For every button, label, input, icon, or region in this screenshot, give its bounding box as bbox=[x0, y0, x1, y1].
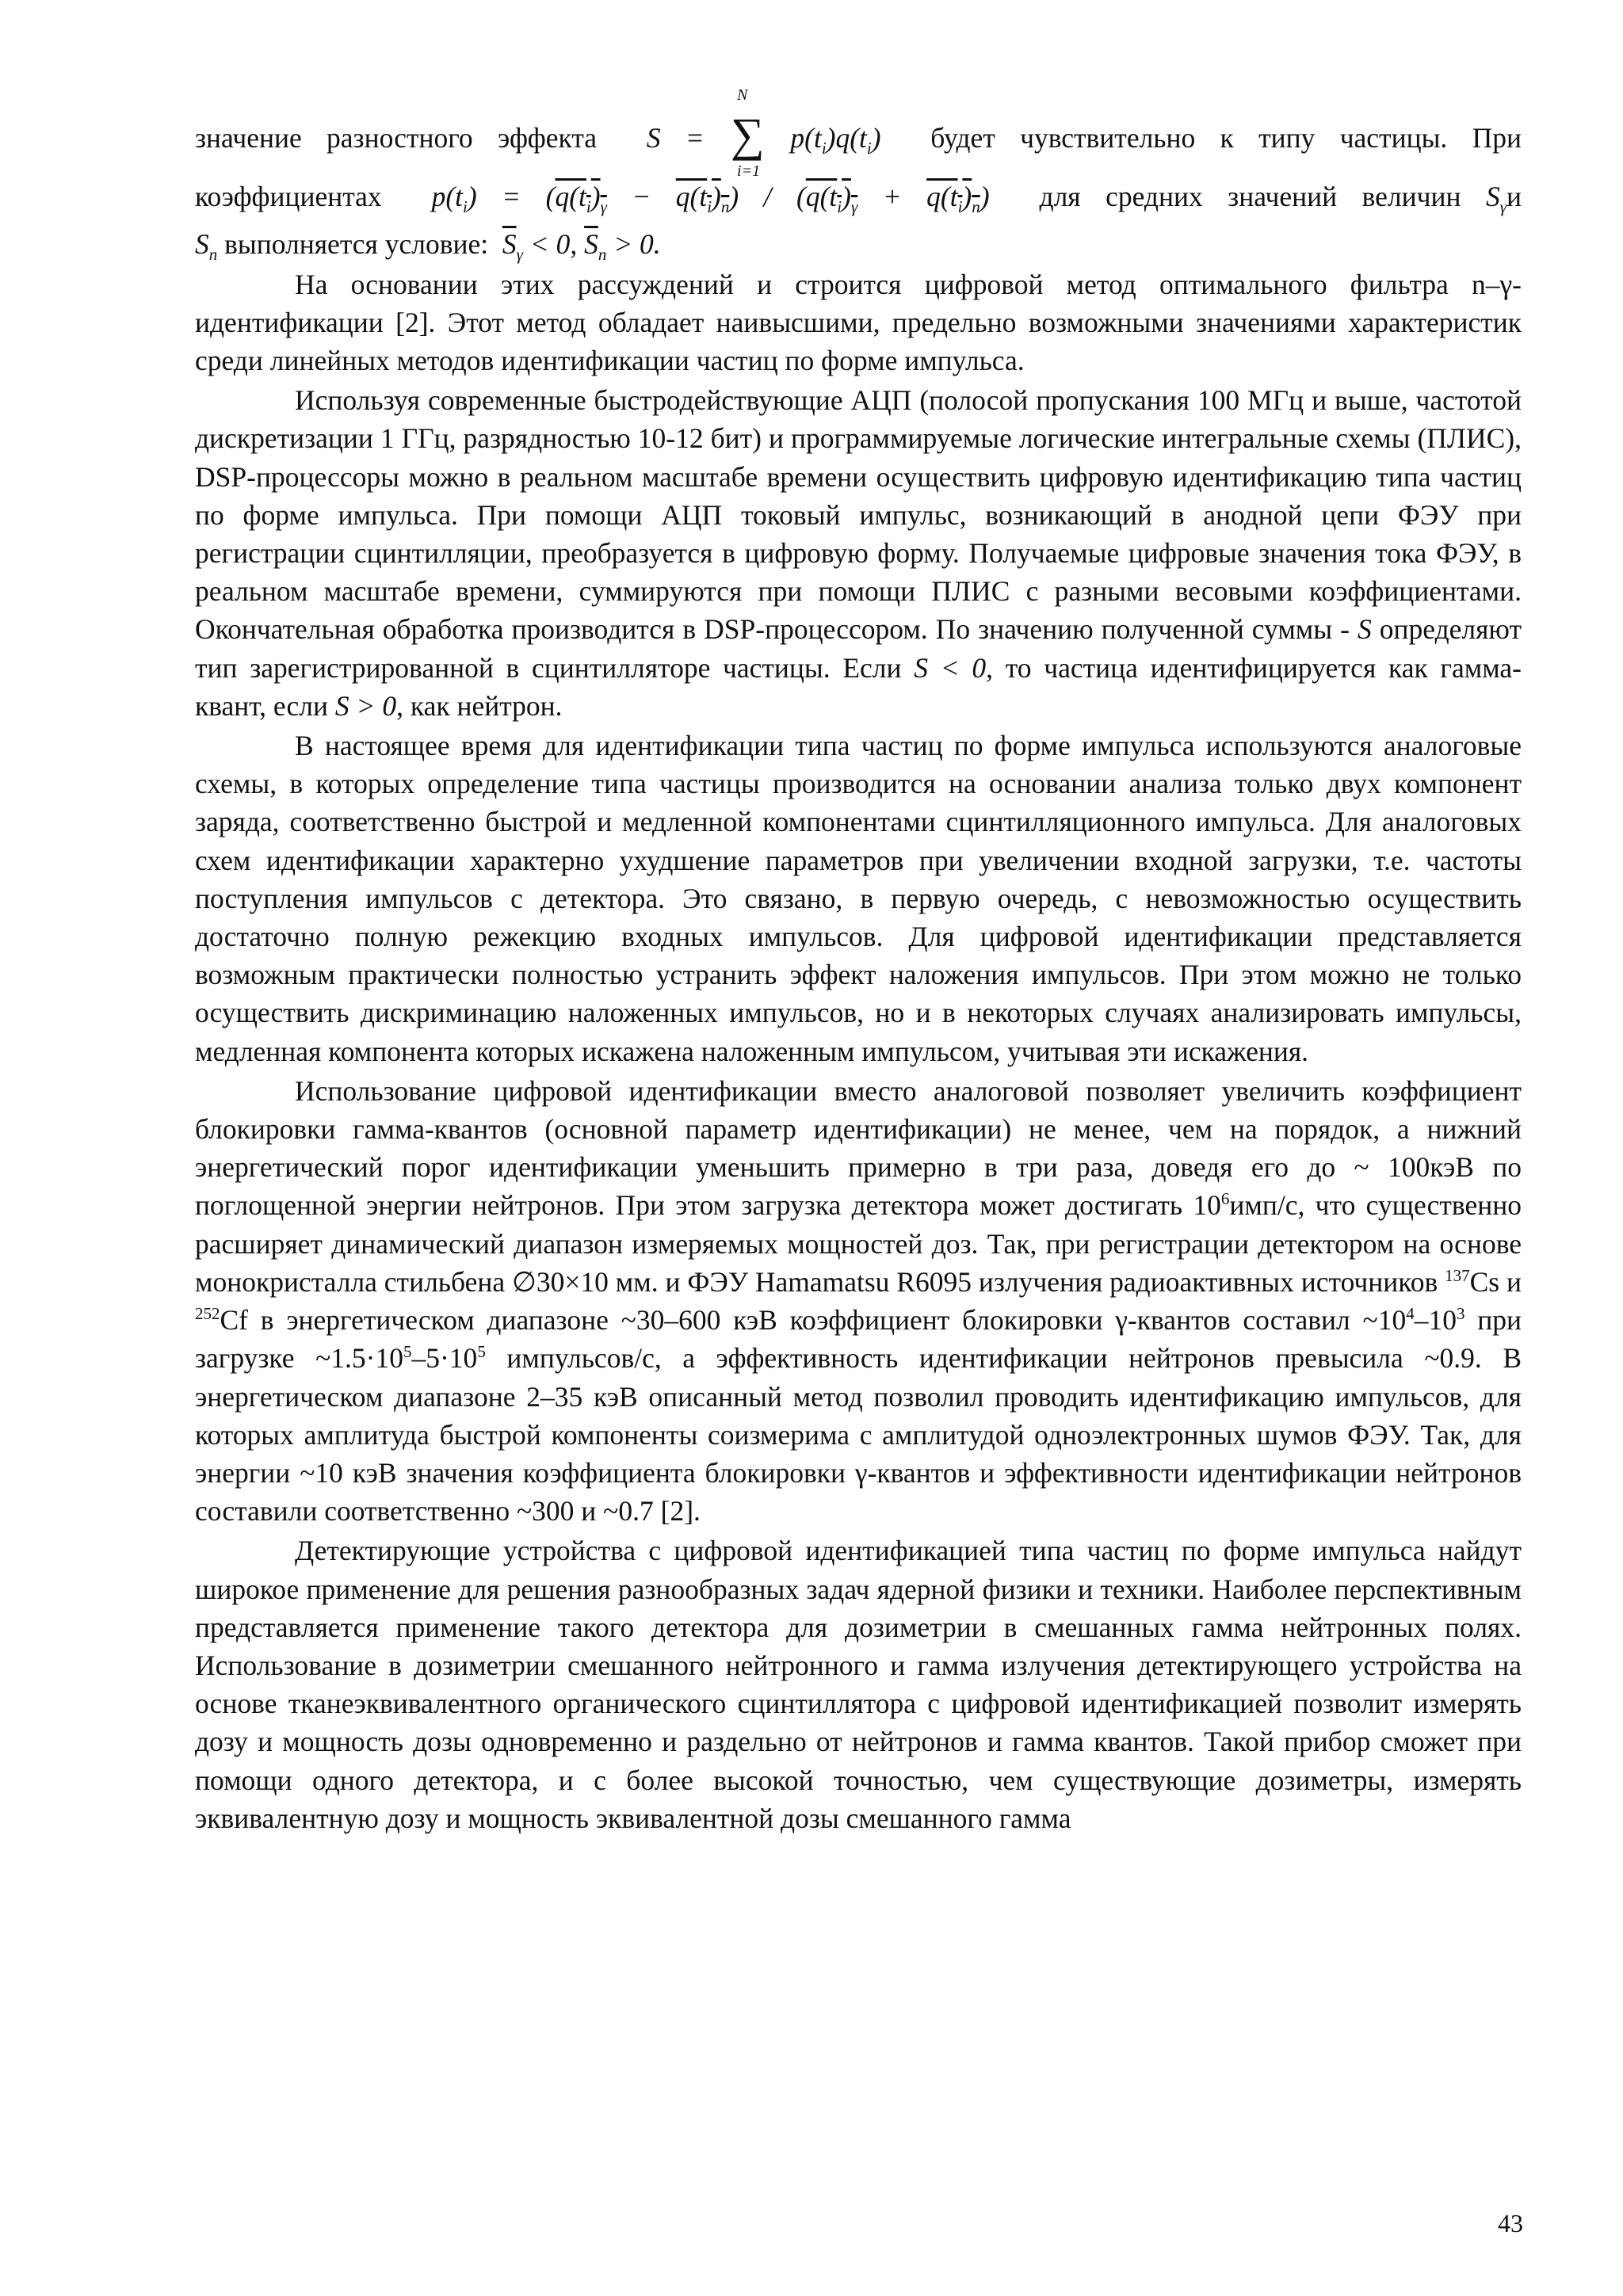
p4-part-g: –5·10 bbox=[411, 1342, 478, 1375]
difference-effect-formula: S = ∑ N i=1 $p(t_i)q(t_i)$ bbox=[646, 86, 881, 180]
p4-part-e: –10 bbox=[1414, 1304, 1457, 1337]
p2-part-c: , то частица идентифицируется как гамма-квант, если bbox=[195, 651, 1522, 722]
p4-sup-137: 137 bbox=[1445, 1266, 1470, 1286]
condition-line bbox=[195, 225, 1522, 263]
condition-lead: выполняется условие: bbox=[224, 228, 489, 261]
paragraph-4 bbox=[195, 1072, 1522, 1530]
p2-part-b: определяют тип зарегистрированной в сцинтилляторе частицы. Если bbox=[195, 613, 1522, 684]
p4-part-b: имп/с, что существенно расширяет динамический диапазон измеряемых мощностей доз. Так, при регистрации детектором на основе монокристалла стильбена ∅30×10 мм. и ФЭУ Hamamatsu R6095 излучения радиоактивных источников bbox=[195, 1189, 1522, 1298]
paragraph-5: Детектирующие устройства с цифровой идентификацией типа частиц по форме импульса найдут широкое применение для решения разнообразных задач ядерной физики и техники. Наиболее перспективным представляется применение такого детектора для дозиметрии в смешанных гамма нейтронных полях. Использование в дозиметрии смешанного нейтронного и гамма излучения детектирующего устройства на основе тканеэквивалентного органического сцинтиллятора с цифровой идентификацией позволит измерять дозу и мощность дозы одновременно и раздельно от нейтронов и гамма квантов. Такой прибор сможет при помощи одного детектора, и с более высокой точностью, чем существующие дозиметры, измерять эквивалентную дозу и мощность эквивалентной дозы смешанного гамма bbox=[195, 1535, 1522, 1834]
p4-sup-6: 6 bbox=[1220, 1189, 1230, 1209]
sum-lower-limit: i=1 bbox=[737, 162, 761, 180]
p4-sup-5b: 5 bbox=[477, 1342, 486, 1362]
coefficient-lead: коэффициентах bbox=[195, 181, 382, 213]
p4-sup-5a: 5 bbox=[403, 1342, 412, 1362]
paragraph-2: Используя современные быстродействующие АЦП (полосой пропускания 100 МГц и выше, частотой дискретизации 1 ГГц, разрядностью 10-12 бит) и программируемые логические интегральные схемы (ПЛИС), DSP-процессоры можно в реальном масштабе времени осуществить цифровую идентификацию типа частиц по форме импульса. При помощи АЦП токовый импульс, возникающий в анодной цепи ФЭУ при регистрации сцинтилляции, преобразуется в цифровую форму. Получаемые цифровые значения тока ФЭУ, в реальном масштабе времени, суммируются при помощи ПЛИС с разными весовыми коэффициентами. Окончательная обработка производится в DSP-процессором. По значению полученной суммы - S определяют тип зарегистрированной в сцинтилляторе частицы. Если S < 0, то частица идентифицируется как гамма-квант, если S > 0, как нейтрон. bbox=[195, 384, 1522, 722]
p4-part-c: Cs и bbox=[1469, 1265, 1522, 1298]
coefficient-formula: $p(t_i) = (q(t_i)_\gamma - q(t_i)_n) / (q(t_i)_\gamma + q(t_i)_n)$ bbox=[431, 181, 990, 217]
sum-upper-limit: N bbox=[737, 86, 748, 104]
page-number: 43 bbox=[1498, 2209, 1523, 2237]
p4-sup-3: 3 bbox=[1456, 1304, 1465, 1324]
coefficient-tail: для средних значений величин bbox=[1039, 181, 1461, 213]
paragraph-3: В настоящее время для идентификации типа частиц по форме импульса используются аналоговые схемы, в которых определение типа частицы производится на основании анализа только двух компонент заряда, соответственно быстрой и медленной компонентами сцинтилляционного импульса. Для аналоговых схем идентификации характерно ухудшение параметров при увеличении входной загрузки, т.е. частоты поступления импульсов с детектора. Это связано, в первую очередь, с невозможностью осуществить достаточно полную режекцию входных импульсов. Для цифровой идентификации представляется возможным практически полностью устранить эффект наложения импульсов. При этом можно не только осуществить дискриминацию наложенных импульсов, но и в некоторых случаях анализировать импульсы, медленная компонента которых искажена наложенным импульсом, учитывая эти искажения. bbox=[195, 730, 1522, 1067]
p4-part-d: Cf в энергетическом диапазоне ~30–600 кэВ коэффициент блокировки γ-квантов составил ~10 bbox=[220, 1304, 1407, 1337]
s-n-symbol: $S_n$ bbox=[195, 228, 218, 265]
s-gamma-symbol: $S_\gamma$ bbox=[1485, 181, 1507, 217]
p4-sup-252: 252 bbox=[195, 1304, 220, 1324]
p2-part-a: Используя современные быстродействующие АЦП (полосой пропускания 100 МГц и выше, частотой дискретизации 1 ГГц, разрядностью 10-12 бит) и программируемые логические интегральные схемы (ПЛИС), DSP-процессоры можно в реальном масштабе времени осуществить цифровую идентификацию типа частиц по форме импульса. При помощи АЦП токовый импульс, возникающий в анодной цепи ФЭУ при регистрации сцинтилляции, преобразуется в цифровую форму. Получаемые цифровые значения тока ФЭУ, в реальном масштабе времени, суммируются при помощи ПЛИС с разными весовыми коэффициентами. Окончательная обработка производится в DSP-процессором. По значению полученной суммы - bbox=[195, 384, 1522, 646]
p4-part-h: импульсов/с, а эффективность идентификации нейтронов превысила ~0.9. В энергетическом диапазоне 2–35 кэВ описанный метод позволил проводить идентификацию импульсов, для которых амплитуда быстрой компоненты соизмерима с амплитудой одноэлектронных шумов ФЭУ. Так, для энергии ~10 кэВ значения коэффициента блокировки γ-квантов и эффективности идентификации нейтронов составили соответственно ~300 и ~0.7 [2]. bbox=[195, 1342, 1522, 1527]
formula-intro-tail: будет чувствительно к типу частицы. При bbox=[930, 122, 1522, 154]
body-text bbox=[195, 86, 1522, 1837]
p4-part-a: Использование цифровой идентификации вместо аналоговой позволяет увеличить коэффициент блокировки гамма-квантов (основной параметр идентификации) не менее, чем на порядок, а нижний энергетический порог идентификации уменьшить примерно в три раза, доведя его до ~ 100кэВ по поглощенной энергии нейтронов. При этом загрузка детектора может достигать 10 bbox=[195, 1074, 1522, 1222]
condition-formula: $\overline{S}_\gamma < 0$, $\overline{S}_n > 0$. bbox=[502, 228, 661, 265]
paragraph-1: На основании этих рассуждений и строится цифровой метод оптимального фильтра n–γ-идентификации [2]. Этот метод обладает наивысшими, предельно возможными значениями характеристик среди линейных методов идентификации частиц по форме импульса. bbox=[195, 268, 1522, 377]
p2-part-d: , как нейтрон. bbox=[396, 689, 563, 722]
coefficient-line: коэффициентах $p(t_i) = (q(t_i)_\gamma - q(t_i)_n) / (q(t_i)_\gamma + q(t_i)_n)$ для средних значений величин $S_\gamma и$ bbox=[195, 181, 1522, 217]
p4-sup-4: 4 bbox=[1406, 1304, 1415, 1324]
formula-intro-line bbox=[195, 86, 1522, 180]
summation-symbol: ∑ N i=1 bbox=[731, 86, 765, 180]
p4-part-f: при загрузке ~1.5·10 bbox=[195, 1304, 1522, 1375]
formula-intro-lead: значение разностного эффекта bbox=[195, 122, 598, 154]
